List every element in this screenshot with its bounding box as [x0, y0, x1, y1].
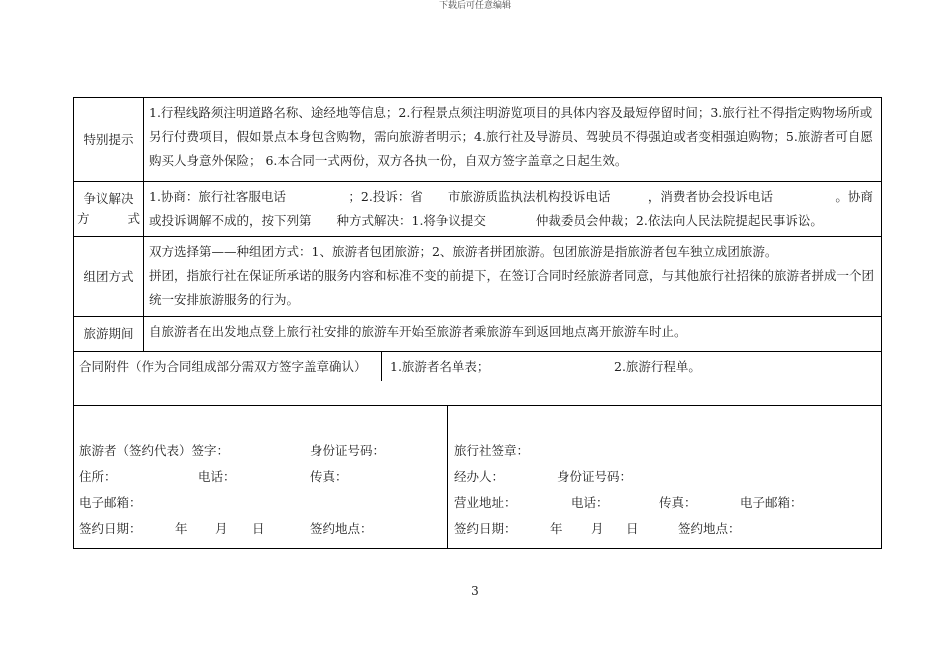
- group-mode-line1: 双方选择第——种组团方式：1、旅游者包团旅游；2、旅游者拼团旅游。包团旅游是指旅游者包车独立成团旅游。: [149, 244, 778, 259]
- signature-row: [74, 406, 882, 549]
- tour-period-label: 旅游期间: [74, 317, 144, 352]
- attachment-cell: [74, 352, 882, 406]
- attachment-row: [74, 352, 882, 406]
- tourist-month-label: 月: [215, 521, 228, 536]
- attachment-items: [382, 352, 881, 381]
- dispute-label-bottom-left: 方: [77, 211, 90, 226]
- dispute-label-top: 争议解决: [83, 191, 134, 206]
- agency-date-line: [454, 516, 877, 542]
- tourist-year-label: 年: [175, 521, 188, 536]
- dispute-text: 1.协商：旅行社客服电话 ；2.投诉：省 市旅游质监执法机构投诉电话 ，消费者协会投诉电话 。协商或投诉调解不成的，按下列第 种方式解决：1.将争议提交 仲裁委员会仲裁；2.依法向人民法院提起民事诉讼。: [144, 182, 882, 237]
- attachment-item-1: 1.旅游者名单表；: [390, 359, 490, 374]
- page-header: 下载后可任意编辑: [438, 1, 511, 11]
- agency-contact-line: [454, 490, 877, 516]
- tourist-id-label: 身份证号码：: [310, 443, 386, 458]
- special-notes-label: 特别提示: [74, 98, 144, 182]
- agency-signature-block: [448, 406, 881, 548]
- contract-table: [73, 97, 882, 549]
- dispute-label-bottom-right: 式: [127, 211, 140, 226]
- tourist-fax-label: 传真：: [310, 469, 348, 484]
- special-notes-row: [74, 98, 882, 182]
- tourist-date-line: [79, 516, 443, 542]
- attachment-item-2: 2.旅游行程单。: [614, 359, 701, 374]
- agency-date-label: 签约日期：: [454, 521, 517, 536]
- tourist-address-label: 住所：: [79, 469, 117, 484]
- tourist-day-label: 日: [252, 521, 265, 536]
- group-mode-text: [144, 237, 882, 317]
- tourist-contact-line: [79, 464, 443, 490]
- agency-year-label: 年: [550, 521, 563, 536]
- agency-month-label: 月: [591, 521, 604, 536]
- special-notes-text: 1.行程线路须注明道路名称、途经地等信息；2.行程景点须注明游览项目的具体内容及最短停留时间；3.旅行社不得指定购物场所或另行付费项目，假如景点本身包含购物，需向旅游者明示；4.旅行社及导游员、驾驶员不得强迫或者变相强迫购物；5.旅游者可自愿购买人身意外保险； 6.本合同一式两份，双方各执一份，自双方签字盖章之日起生效。: [144, 98, 882, 182]
- dispute-row: [74, 182, 882, 237]
- agency-handler-line: [454, 464, 877, 490]
- page-number: 3: [471, 584, 479, 598]
- tourist-place-label: 签约地点：: [310, 521, 373, 536]
- tourist-sign-line: [79, 438, 443, 464]
- tourist-email-line: [79, 490, 443, 516]
- agency-day-label: 日: [626, 521, 639, 536]
- agency-fax-label: 传真：: [659, 495, 697, 510]
- tour-period-text: 自旅游者在出发地点登上旅行社安排的旅游车开始至旅游者乘旅游车到返回地点离开旅游车时止。: [144, 317, 882, 352]
- tourist-signature-block: [74, 406, 448, 548]
- agency-seal-line: [454, 438, 877, 464]
- tourist-email-label: 电子邮箱：: [79, 495, 142, 510]
- group-mode-label: 组团方式: [74, 237, 144, 317]
- dispute-label: [74, 182, 144, 237]
- agency-email-label: 电子邮箱：: [740, 495, 803, 510]
- tourist-sign-label: 旅游者（签约代表）签字：: [79, 443, 230, 458]
- group-mode-line2: 拼团，指旅行社在保证所承诺的服务内容和标准不变的前提下，在签订合同时经旅游者同意，与其他旅行社招徕的旅游者拼成一个团统一安排旅游服务的行为。: [149, 268, 875, 307]
- agency-seal-label: 旅行社签章：: [454, 443, 530, 458]
- tourist-date-label: 签约日期：: [79, 521, 142, 536]
- signature-cell: [74, 406, 882, 549]
- agency-id-label: 身份证号码：: [557, 469, 633, 484]
- agency-place-label: 签约地点：: [678, 521, 741, 536]
- dispute-label-bottom: [76, 209, 141, 229]
- tourist-phone-label: 电话：: [198, 469, 236, 484]
- agency-handler-label: 经办人：: [454, 469, 505, 484]
- agency-address-label: 营业地址：: [454, 495, 517, 510]
- attachment-label: 合同附件（作为合同组成部分需双方签字盖章确认）: [74, 352, 382, 381]
- group-mode-row: [74, 237, 882, 317]
- tour-period-row: [74, 317, 882, 352]
- agency-phone-label: 电话：: [571, 495, 609, 510]
